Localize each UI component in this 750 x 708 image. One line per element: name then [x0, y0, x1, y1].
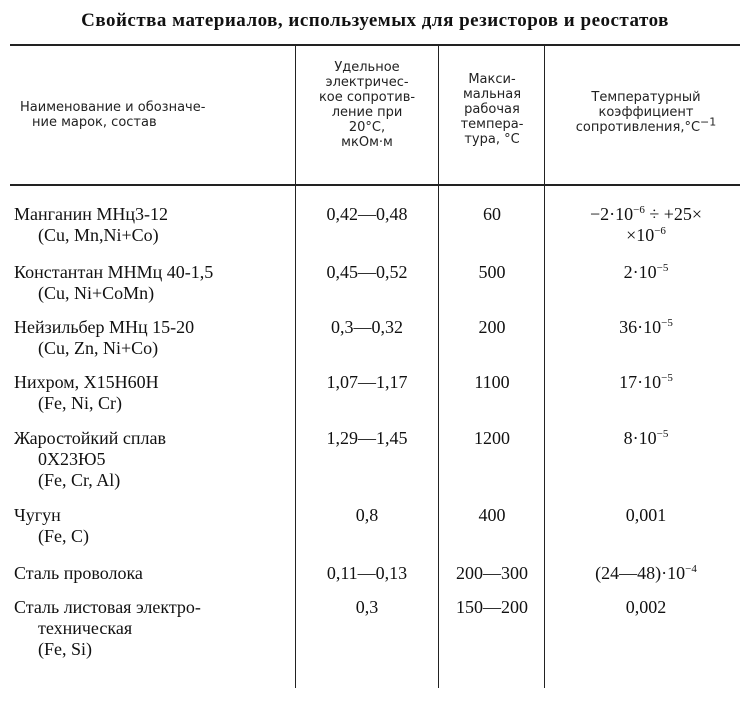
row-max-temperature: 400 — [478, 505, 506, 525]
row-name-line: Константан МНМц 40-1,5 — [14, 262, 214, 282]
row-coef-text: 36·10 — [619, 317, 662, 337]
row-name-line: (Fe, C) — [38, 526, 89, 546]
header-resistivity-line: 20°С, — [348, 120, 386, 135]
row-name-line: (Cu, Ni+CoMn) — [38, 283, 155, 303]
row-resistivity: 1,07—1,17 — [326, 372, 408, 392]
row-temp-coefficient — [548, 204, 744, 246]
row-coef-text: 8·10 — [623, 428, 657, 448]
row-coef-exponent: −4 — [685, 563, 697, 575]
row-resistivity: 0,3 — [355, 597, 379, 617]
row-name-line: (Fe, Ni, Cr) — [38, 393, 122, 413]
row-resistivity: 0,11—0,13 — [326, 563, 408, 583]
row-name-cell — [14, 563, 143, 584]
row-max-temperature: 60 — [483, 204, 501, 224]
row-coef-exponent: −6 — [654, 225, 666, 237]
row-coef-exponent: −6 — [633, 204, 645, 216]
row-name-line: (Fe, Cr, Al) — [38, 470, 121, 490]
row-coef-exponent: −5 — [661, 317, 673, 329]
row-coef-text: 0,001 — [625, 505, 667, 525]
header-temp-coefficient — [548, 90, 744, 135]
header-resistivity — [297, 60, 437, 150]
column-divider-1 — [295, 46, 296, 688]
row-name-line: Жаростойкий сплав — [14, 428, 166, 448]
row-coef-line — [548, 597, 744, 618]
row-resistivity: 0,3—0,32 — [331, 317, 403, 337]
row-max-temperature: 150—200 — [456, 597, 528, 617]
row-coef-line — [548, 563, 744, 584]
row-name-line: Сталь листовая электро- — [14, 597, 201, 617]
row-coef-text: −2·10 — [589, 204, 634, 224]
row-name-cell — [14, 505, 89, 547]
row-max-temperature: 1200 — [474, 428, 510, 448]
row-name-line: Нихром, Х15Н60Н — [14, 372, 159, 392]
row-name-cell — [14, 428, 166, 491]
header-coef-line: коэффициент — [598, 105, 694, 120]
row-resistivity: 0,42—0,48 — [326, 204, 408, 224]
row-coef-text: ×10 — [626, 225, 655, 245]
header-resistivity-line: электричес- — [325, 75, 409, 90]
header-temp-line: темпера- — [460, 117, 524, 132]
header-top-rule — [10, 44, 740, 46]
header-resistivity-line: кое сопротив- — [318, 90, 416, 105]
row-coef-line — [548, 204, 744, 225]
row-name-cell — [14, 317, 194, 359]
row-name-line: (Cu, Zn, Ni+Co) — [38, 338, 159, 358]
row-coef-text: 2·10 — [623, 262, 657, 282]
row-resistivity: 0,8 — [355, 505, 379, 525]
column-divider-3 — [544, 46, 545, 688]
header-coef-text: сопротивления,°С — [575, 120, 701, 135]
row-coef-continuation: ÷ +25× — [644, 204, 703, 224]
header-bottom-rule — [10, 184, 740, 186]
row-coef-exponent: −5 — [661, 372, 673, 384]
header-name-line: ние марок, состав — [32, 115, 157, 130]
row-name-cell — [14, 204, 168, 246]
row-coef-line — [548, 428, 744, 449]
header-temp-line: тура, °С — [464, 132, 520, 147]
row-coef-line — [548, 317, 744, 338]
row-max-temperature: 200 — [478, 317, 506, 337]
row-max-temperature: 1100 — [474, 372, 510, 392]
row-resistivity: 1,29—1,45 — [326, 428, 408, 448]
row-name-line: (Fe, Si) — [38, 639, 92, 659]
table-title: Свойства материалов, используемых для резисторов и реостатов — [81, 10, 669, 31]
row-temp-coefficient — [548, 505, 744, 526]
row-name-line: 0Х23Ю5 — [38, 449, 106, 469]
row-name-line: Манганин МНц3-12 — [14, 204, 169, 224]
row-coef-line — [548, 505, 744, 526]
row-coef-exponent: −5 — [656, 428, 669, 440]
row-resistivity: 0,45—0,52 — [326, 262, 408, 282]
row-max-temperature: 500 — [478, 262, 506, 282]
row-name-line: техническая — [38, 618, 133, 638]
header-coef-exponent: −1 — [700, 115, 717, 129]
row-coef-line — [548, 262, 744, 283]
header-temp-line: мальная — [462, 87, 522, 102]
row-name-cell — [14, 597, 201, 660]
row-temp-coefficient — [548, 428, 744, 449]
row-name-line: Чугун — [14, 505, 61, 525]
header-resistivity-line: мкОм·м — [341, 135, 393, 150]
header-name — [20, 100, 290, 130]
header-max-temperature — [440, 72, 544, 147]
row-temp-coefficient — [548, 317, 744, 338]
row-coef-exponent: −5 — [656, 262, 669, 274]
row-name-cell — [14, 262, 213, 304]
row-name-cell — [14, 372, 159, 414]
row-temp-coefficient — [548, 372, 744, 393]
header-temp-line: рабочая — [464, 102, 520, 117]
row-coef-text: (24—48)·10 — [595, 563, 686, 583]
row-name-line: Нейзильбер МНц 15-20 — [14, 317, 195, 337]
row-coef-line — [548, 372, 744, 393]
header-coef-line — [548, 115, 744, 135]
row-temp-coefficient — [548, 597, 744, 618]
column-divider-2 — [438, 46, 439, 688]
header-resistivity-line: Удельное — [334, 60, 400, 75]
header-temp-line: Макси- — [468, 72, 516, 87]
row-name-line: (Cu, Mn,Ni+Co) — [38, 225, 159, 245]
row-coef-text: 17·10 — [619, 372, 662, 392]
row-coef-line — [548, 225, 744, 246]
header-resistivity-line: ление при — [331, 105, 403, 120]
row-max-temperature: 200—300 — [456, 563, 528, 583]
header-coef-line: Температурный — [591, 90, 701, 105]
row-temp-coefficient — [548, 262, 744, 283]
header-name-line: Наименование и обозначе- — [20, 100, 206, 115]
row-coef-text: 0,002 — [625, 597, 667, 617]
row-temp-coefficient — [548, 563, 744, 584]
row-name-line: Сталь проволока — [14, 563, 143, 583]
